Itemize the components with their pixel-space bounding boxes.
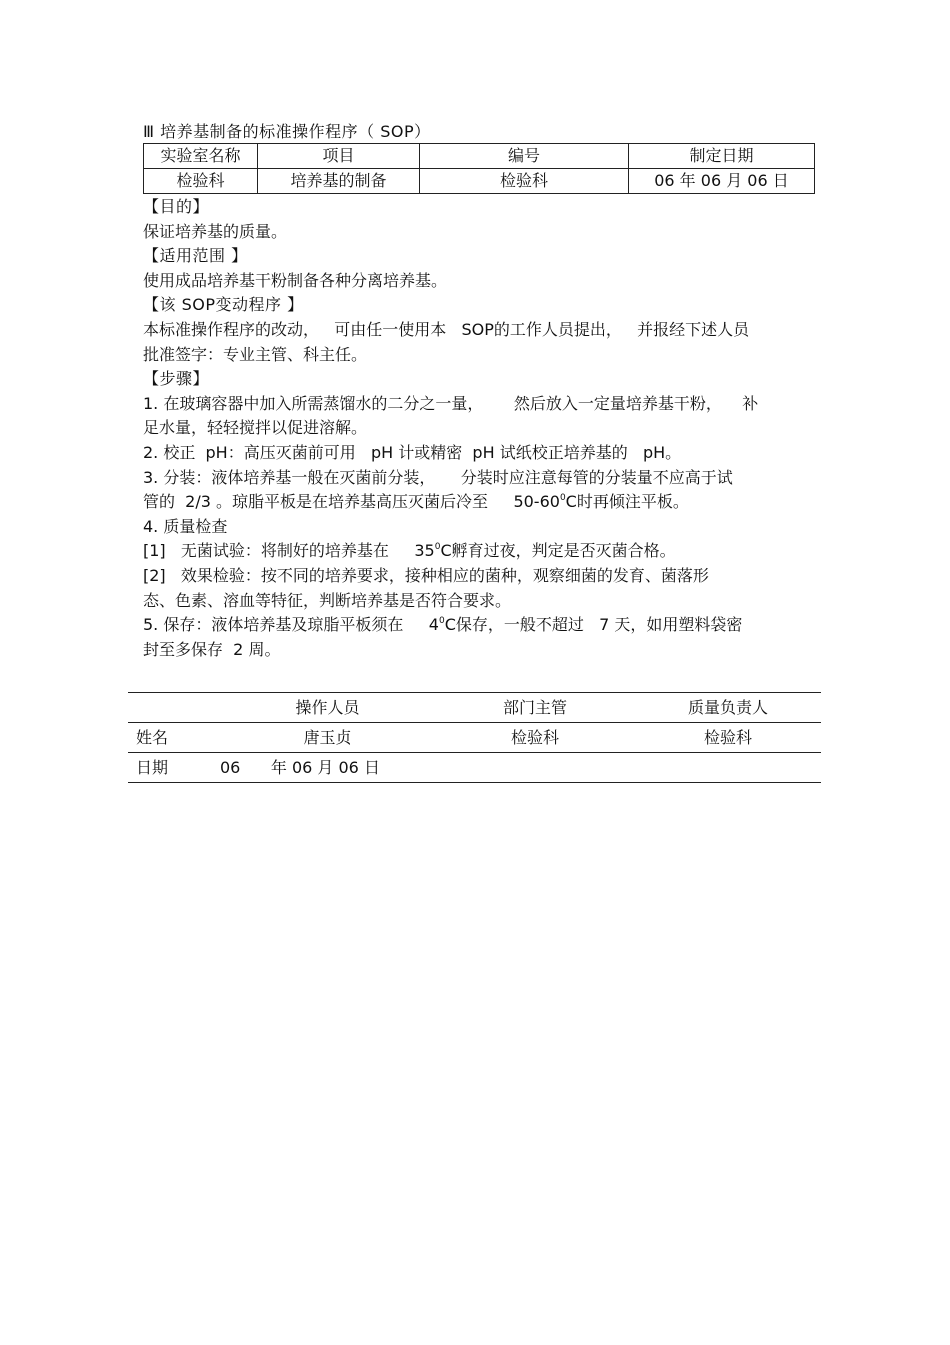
degree-sup: 0 bbox=[438, 616, 445, 627]
step-4-1 bbox=[143, 539, 823, 564]
step-3-line-2 bbox=[143, 490, 823, 515]
change-heading: 【该 SOP变动程序 】 bbox=[143, 295, 304, 315]
degree-sup: 0 bbox=[559, 493, 566, 504]
step-4-1-text-b: C孵育过夜，判定是否灭菌合格。 bbox=[440, 541, 676, 561]
signature-header-quality: 质量负责人 bbox=[635, 693, 821, 723]
info-table-value-row bbox=[144, 169, 815, 194]
signature-name-label: 姓名 bbox=[128, 723, 220, 753]
document-title: Ⅲ 培养基制备的标准操作程序（ SOP） bbox=[143, 122, 431, 141]
signature-table bbox=[128, 692, 821, 783]
scope-heading: 【适用范围 】 bbox=[143, 246, 248, 266]
step-5-line-1 bbox=[143, 613, 823, 638]
change-text-line-2: 批准签字：专业主管、科主任。 bbox=[143, 344, 368, 364]
info-value-lab: 检验科 bbox=[144, 169, 258, 194]
info-header-lab: 实验室名称 bbox=[144, 144, 258, 169]
info-value-item: 培养基的制备 bbox=[258, 169, 420, 194]
degree-sup: 0 bbox=[434, 542, 441, 553]
signature-name-quality: 检验科 bbox=[635, 723, 821, 753]
step-5-line-1-text-b: C保存，一般不超过 7 天，如用塑料袋密 bbox=[444, 615, 743, 635]
step-3-line-2-text-a: 管的 2/3 。琼脂平板是在培养基高压灭菌后冷至 50-60 bbox=[143, 492, 560, 512]
step-3-line-1: 3. 分装：液体培养基一般在灭菌前分装， 分装时应注意每管的分装量不应高于试 bbox=[143, 467, 733, 487]
info-header-item: 项目 bbox=[258, 144, 420, 169]
steps-heading: 【步骤】 bbox=[143, 369, 210, 389]
signature-date-quality bbox=[635, 753, 821, 783]
step-4-heading: 4. 质量检查 bbox=[143, 516, 228, 536]
step-4-2-line-1: [2] 效果检验：按不同的培养要求，接种相应的菌种，观察细菌的发育、菌落形 bbox=[143, 565, 709, 585]
signature-date-label: 日期 bbox=[128, 753, 220, 783]
signature-header-dept-head: 部门主管 bbox=[435, 693, 635, 723]
step-4-2-line-2: 态、色素、溶血等特征，判断培养基是否符合要求。 bbox=[143, 590, 512, 610]
step-5-line-1-text-a: 5. 保存：液体培养基及琼脂平板须在 4 bbox=[143, 615, 439, 635]
step-1-line-2: 足水量，轻轻搅拌以促进溶解。 bbox=[143, 418, 368, 438]
step-5-line-2: 封至多保存 2 周。 bbox=[143, 639, 281, 659]
info-table bbox=[143, 143, 815, 194]
info-table-header-row bbox=[144, 144, 815, 169]
change-text-line-1: 本标准操作程序的改动， 可由任一使用本 SOP的工作人员提出， 并报经下述人员 bbox=[143, 319, 750, 339]
purpose-heading: 【目的】 bbox=[143, 197, 210, 216]
step-2: 2. 校正 pH：高压灭菌前可用 pH 计或精密 pH 试纸校正培养基的 pH。 bbox=[143, 442, 682, 462]
signature-date-value: 06 年 06 月 06 日 bbox=[220, 753, 435, 783]
signature-name-dept-head: 检验科 bbox=[435, 723, 635, 753]
signature-name-operator: 唐玉贞 bbox=[220, 723, 435, 753]
signature-header-operator: 操作人员 bbox=[220, 693, 435, 723]
signature-date-dept-head bbox=[435, 753, 635, 783]
signature-date-row bbox=[128, 753, 821, 783]
step-1-line-1: 1. 在玻璃容器中加入所需蒸馏水的二分之一量， 然后放入一定量培养基干粉， 补 bbox=[143, 393, 759, 413]
signature-header-row bbox=[128, 693, 821, 723]
info-value-date: 06 年 06 月 06 日 bbox=[629, 169, 815, 194]
info-value-code: 检验科 bbox=[420, 169, 629, 194]
scope-text: 使用成品培养基干粉制备各种分离培养基。 bbox=[143, 270, 448, 290]
info-header-code: 编号 bbox=[420, 144, 629, 169]
step-3-line-2-text-b: C时再倾注平板。 bbox=[565, 492, 689, 512]
purpose-text: 保证培养基的质量。 bbox=[143, 221, 288, 241]
step-4-1-text-a: [1] 无菌试验：将制好的培养基在 35 bbox=[143, 541, 435, 561]
info-header-date: 制定日期 bbox=[629, 144, 815, 169]
signature-header-blank bbox=[128, 693, 220, 723]
document-body bbox=[143, 195, 823, 662]
signature-name-row bbox=[128, 723, 821, 753]
